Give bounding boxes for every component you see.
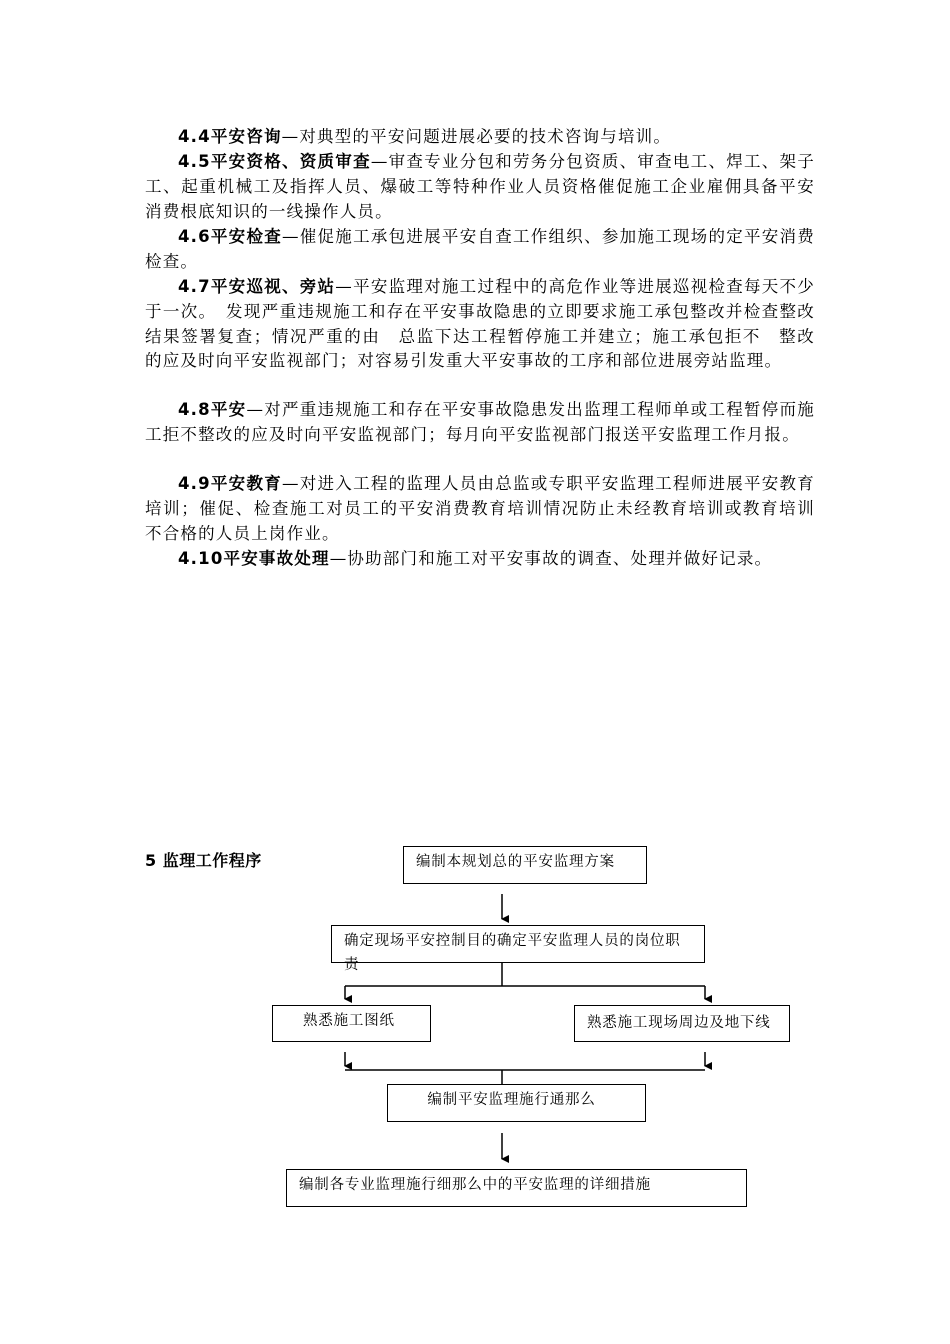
item-title: 平安教育 [210,474,282,493]
item-title: 平安事故处理 [223,549,330,568]
item-text: —协助部门和施工对平安事故的调查、处理并做好记录。 [329,549,773,568]
item-number: 4.6 [178,227,211,246]
flow-step-3b-box [574,1005,790,1042]
flow-step-1-label: 编制本规划总的平安监理方案 [416,854,615,870]
item-text: —审查专业分包和劳务分包资质、审查电工、焊工、架子工、起重机械工及指挥人员、爆破工等特种作业人员资格催促施工企业雇佣具备平安消费根底知识的一线操作人员。 [145,152,815,221]
flow-step-4-box [387,1084,646,1122]
flow-step-3a-box [272,1005,431,1042]
item-text: —对进入工程的监理人员由总监或专职平安监理工程师进展平安教育培训；催促、检查施工对员工的平安消费教育培训情况防止未经教育培训或教育培训不合格的人员上岗作业。 [145,474,815,543]
item-number: 4.9 [178,474,211,493]
item-text: —对典型的平安问题进展必要的技术咨询与培训。 [281,127,672,146]
item-title: 平安资格、资质审查 [210,152,371,171]
item-number: 4.7 [178,277,211,296]
flow-step-5-box [286,1169,747,1207]
item-text: —平安监理对施工过程中的高危作业等进展巡视检查每天不少于一次。 发现严重违规施工和存在平安事故隐患的立即要求施工承包整改并检查整改结果签署复查；情况严重的由 总监下达工程暂停施工并建立；施工承包拒不 整改的应及时向平安监视部门；对容易引发重大平安事故的工序和部位进展旁站监理。 [145,277,815,371]
flow-step-2-box [331,925,705,973]
item-number: 4.10 [178,549,224,568]
flow-step-4-label: 编制平安监理施行通那么 [427,1092,596,1108]
item-text: —催促施工承包进展平安自查工作组织、参加施工现场的定平安消费检查。 [145,227,815,271]
item-number: 4.4 [178,127,211,146]
section-5-title: 5 监理工作程序 [145,851,262,870]
item-number: 4.5 [178,152,211,171]
flow-step-1-box [403,846,647,884]
item-text: —对严重违规施工和存在平安事故隐患发出监理工程师单或工程暂停而施工拒不整改的应及时向平安监视部门；每月向平安监视部门报送平安监理工作月报。 [145,400,815,444]
item-title: 平安 [210,400,247,419]
flow-step-3a-label: 熟悉施工图纸 [303,1013,395,1029]
flow-step-2-label: 确定现场平安控制目的确定平安监理人员的岗位职责 [344,933,681,973]
item-title: 平安巡视、旁站 [210,277,336,296]
flow-step-5-label: 编制各专业监理施行细那么中的平安监理的详细措施 [299,1177,651,1193]
flow-step-3b-label: 熟悉施工现场周边及地下线 [587,1015,771,1031]
item-title: 平安检查 [210,227,282,246]
item-number: 4.8 [178,400,211,419]
item-title: 平安咨询 [210,127,282,146]
